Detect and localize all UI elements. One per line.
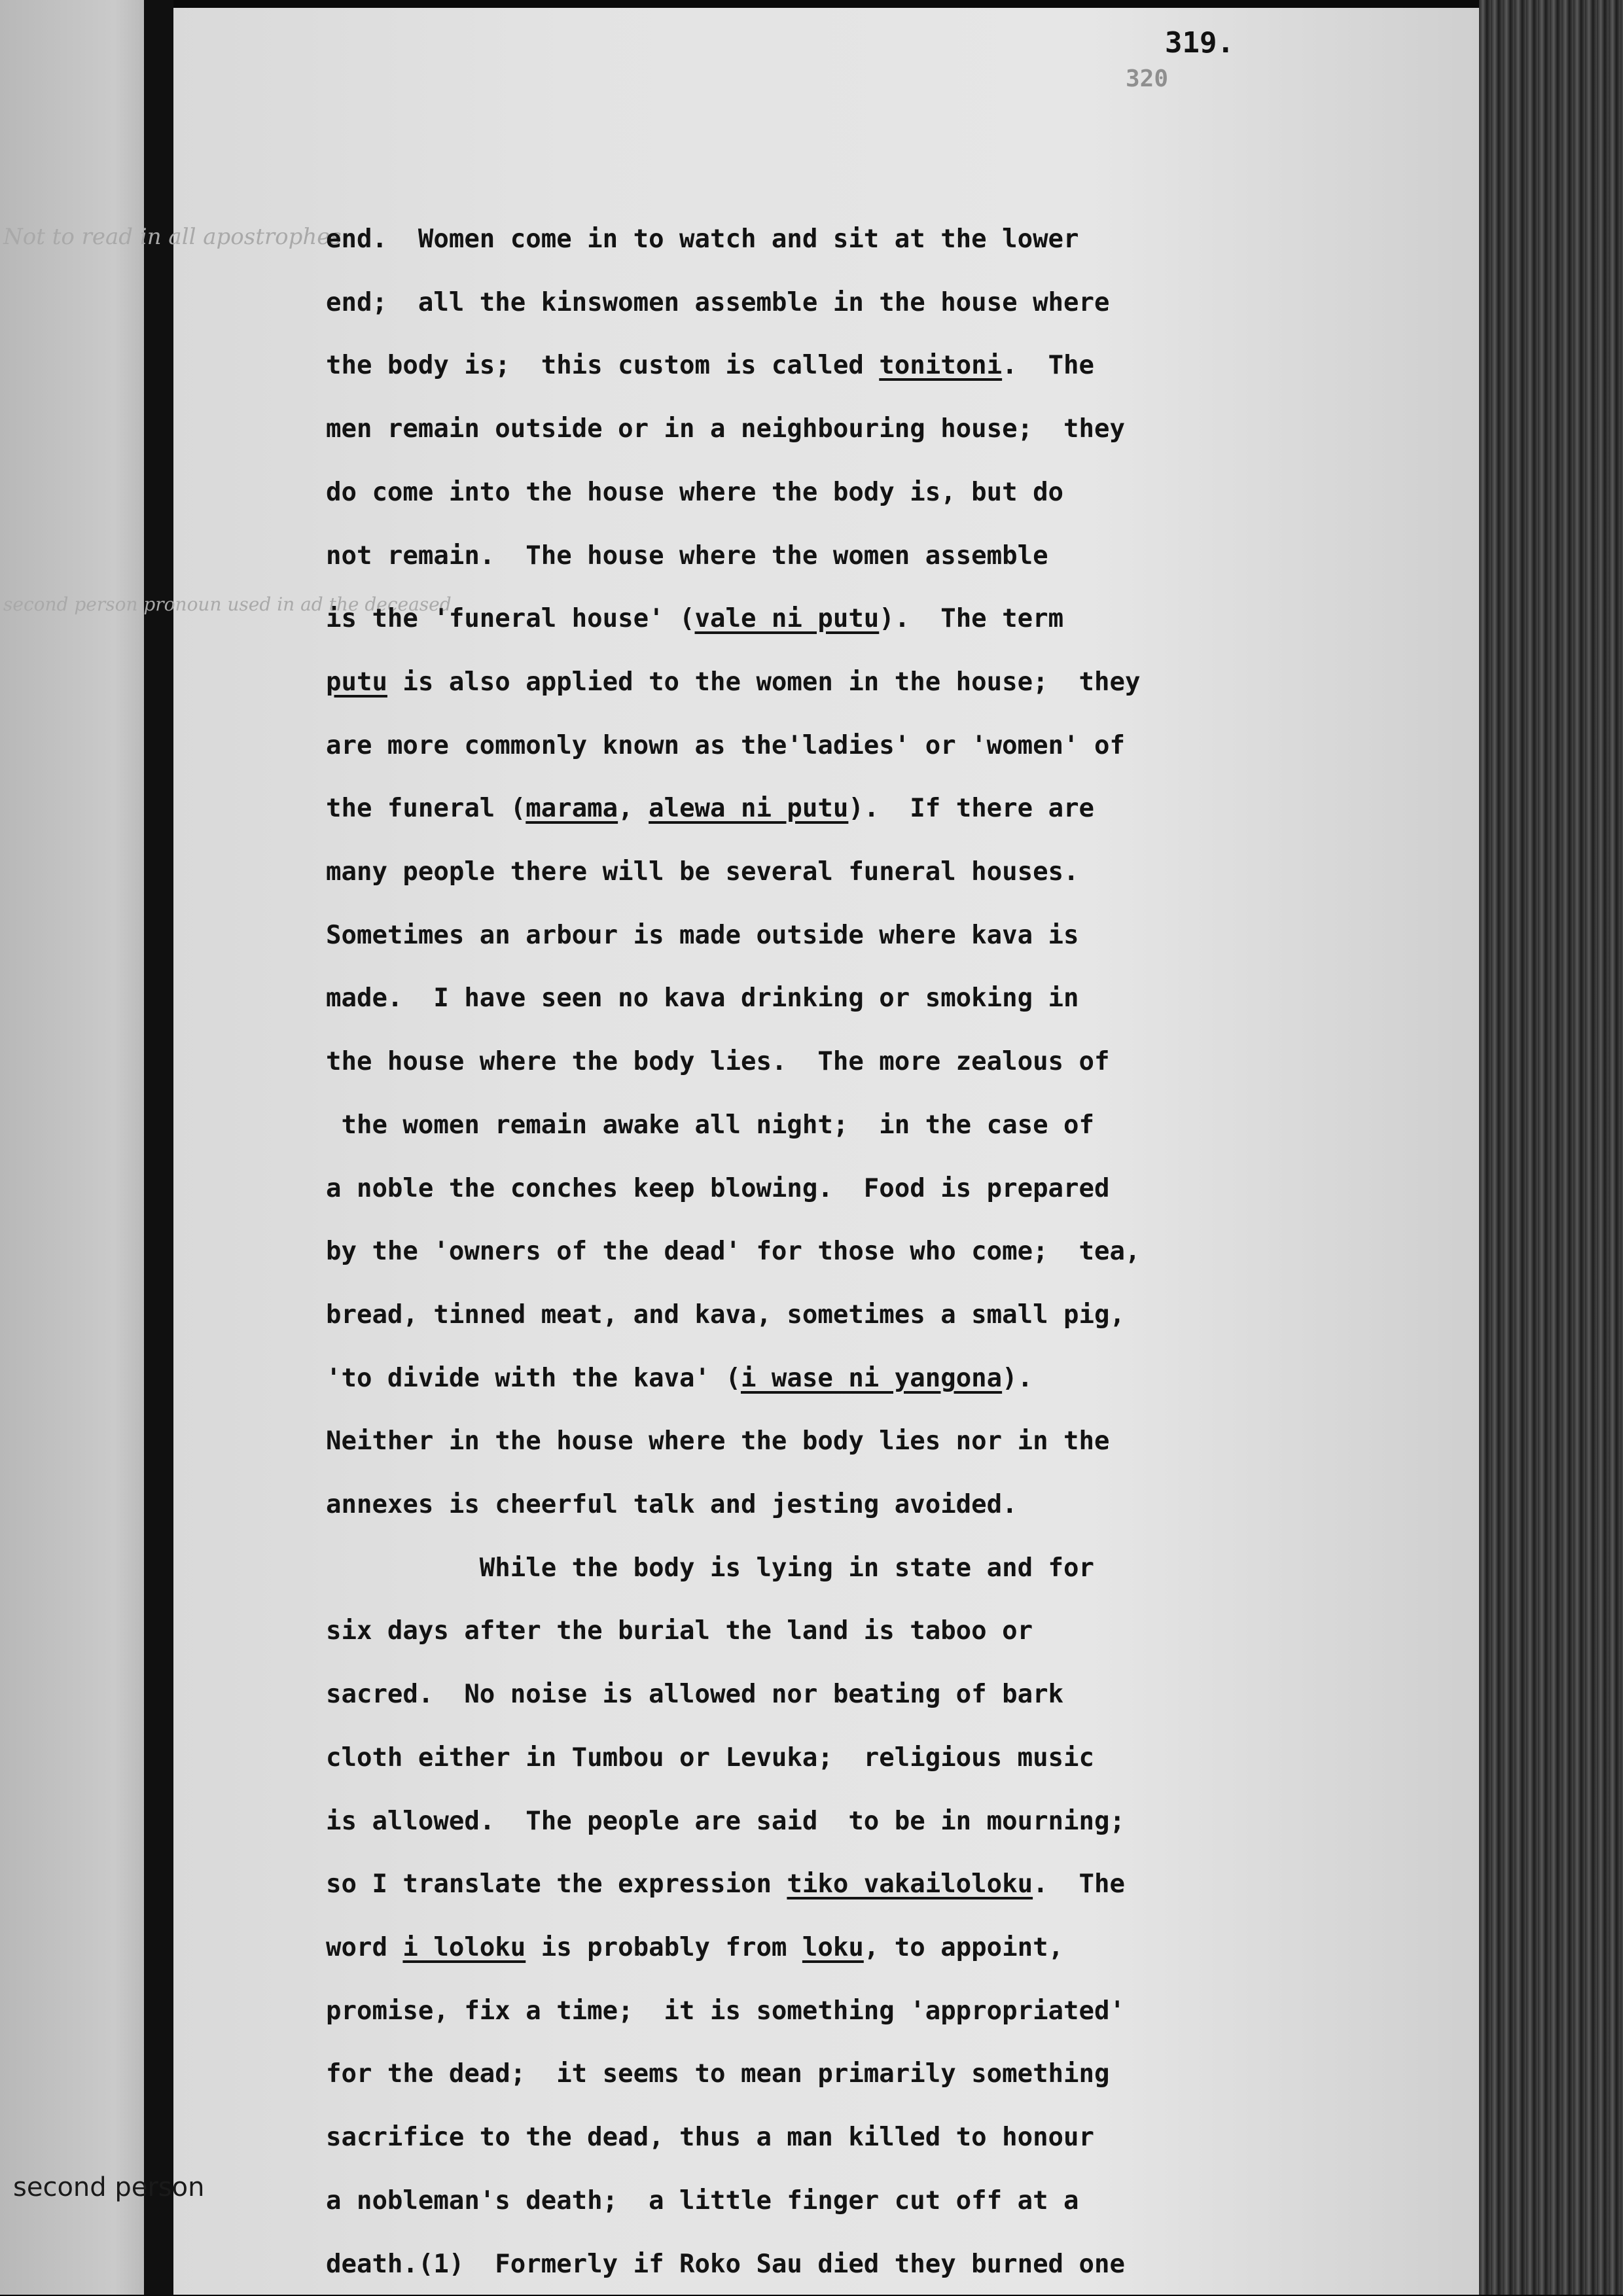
text-run: . The (1033, 1869, 1125, 1899)
text-run: , (618, 794, 649, 823)
text-line (326, 525, 1497, 588)
text-line (326, 2106, 1497, 2170)
text-run: made. I have seen no kava drinking or smoking in (326, 983, 1079, 1013)
page-number: 319. (1165, 26, 1234, 60)
text-run: the women remain awake all night; in the case of (326, 1110, 1094, 1140)
text-run: for the dead; it seems to mean primarily something (326, 2059, 1109, 2089)
text-line (326, 1157, 1497, 1221)
text-line (326, 398, 1497, 461)
text-line (326, 1474, 1497, 1537)
facing-page (0, 0, 164, 2295)
text-run: end. Women come in to watch and sit at the lower (326, 224, 1079, 254)
text-line (326, 904, 1497, 968)
text-line (326, 1410, 1497, 1474)
page-edges (1479, 0, 1623, 2295)
underlined-term: tiko vakailoloku (787, 1869, 1033, 1899)
text-line (326, 1031, 1497, 1094)
underlined-term: vale ni putu (695, 604, 880, 633)
text-run: ). If there are (848, 794, 1094, 823)
text-run: men remain outside or in a neighbouring house; they (326, 414, 1125, 444)
text-line (326, 651, 1497, 715)
text-run: , to appoint, (864, 1933, 1063, 1962)
text-run: is allowed. The people are said to be in mourning; (326, 1807, 1125, 1836)
text-line (326, 1600, 1497, 1663)
underlined-term: putu (326, 667, 387, 697)
margin-note-top: Not to read in all apostrophes. (3, 222, 349, 251)
text-run: annexes is cheerful talk and jesting avoided. (326, 1490, 1018, 1519)
text-run: While the body is lying in state and for (326, 1553, 1094, 1583)
text-line (326, 715, 1497, 778)
text-line (326, 841, 1497, 904)
text-run: 'to divide with the kava' ( (326, 1364, 741, 1393)
text-line (326, 334, 1497, 398)
text-line (326, 461, 1497, 525)
margin-note-middle: second person pronoun used in ad the deceased (3, 592, 452, 617)
text-line (326, 1980, 1497, 2043)
text-line (326, 208, 1497, 272)
text-run: six days after the burial the land is taboo or (326, 1616, 1033, 1646)
text-run: is the 'funeral house' ( (326, 604, 695, 633)
margin-note-bottom: second person (13, 2172, 204, 2202)
text-run: sacrifice to the dead, thus a man killed to honour (326, 2123, 1094, 2152)
text-run: Neither in the house where the body lies nor in the (326, 1426, 1109, 1456)
text-run: do come into the house where the body is, but do (326, 478, 1063, 507)
text-run: ). The term (879, 604, 1063, 633)
text-run: bread, tinned meat, and kava, sometimes a small pig, (326, 1300, 1125, 1330)
text-run: ). (1002, 1364, 1033, 1393)
text-run: by the 'owners of the dead' for those who come; tea, (326, 1237, 1140, 1266)
text-run: the funeral ( (326, 794, 526, 823)
book-gutter (144, 0, 173, 2295)
text-line (326, 1853, 1497, 1916)
text-run: not remain. The house where the women assemble (326, 541, 1048, 571)
underlined-term: marama (526, 794, 618, 823)
underlined-term: tonitoni (879, 351, 1002, 380)
text-line (326, 2233, 1497, 2296)
text-line (326, 1663, 1497, 1727)
text-line (326, 2043, 1497, 2106)
text-line (326, 1094, 1497, 1157)
underlined-term: i wase ni yangona (741, 1364, 1002, 1393)
text-run: so I translate the expression (326, 1869, 787, 1899)
text-line (326, 1537, 1497, 1600)
typed-text-body (326, 208, 1497, 2296)
underlined-term: i loloku (402, 1933, 526, 1962)
text-line (326, 588, 1497, 651)
text-line (326, 967, 1497, 1031)
text-run: the body is; this custom is called (326, 351, 879, 380)
page-number-bleedthrough: 320 (1126, 65, 1168, 92)
text-line (326, 1347, 1497, 1411)
text-line (326, 1727, 1497, 1790)
text-run: cloth either in Tumbou or Levuka; religious music (326, 1743, 1094, 1773)
text-line (326, 1790, 1497, 1854)
text-run: Sometimes an arbour is made outside where kava is (326, 921, 1079, 950)
text-run: end; all the kinswomen assemble in the house where (326, 288, 1109, 317)
text-run: a noble the conches keep blowing. Food is prepared (326, 1174, 1109, 1203)
text-line (326, 1284, 1497, 1347)
text-run: . The (1002, 351, 1094, 380)
text-line (326, 1916, 1497, 1980)
underlined-term: alewa ni putu (649, 794, 848, 823)
text-run: many people there will be several funeral houses. (326, 857, 1079, 887)
text-line (326, 777, 1497, 841)
text-run: death.(1) Formerly if Roko Sau died they burned one (326, 2250, 1125, 2279)
text-run: a nobleman's death; a little finger cut off at a (326, 2186, 1079, 2216)
text-run: is also applied to the women in the house; they (387, 667, 1141, 697)
text-run: word (326, 1933, 402, 1962)
text-line (326, 1220, 1497, 1284)
text-line (326, 272, 1497, 335)
text-run: sacred. No noise is allowed nor beating of bark (326, 1680, 1063, 1709)
text-line (326, 2170, 1497, 2233)
text-run: promise, fix a time; it is something 'appropriated' (326, 1996, 1125, 2026)
text-run: is probably from (526, 1933, 802, 1962)
text-run: are more commonly known as the'ladies' or 'women' of (326, 731, 1125, 760)
text-run: the house where the body lies. The more zealous of (326, 1047, 1109, 1076)
underlined-term: loku (802, 1933, 864, 1962)
